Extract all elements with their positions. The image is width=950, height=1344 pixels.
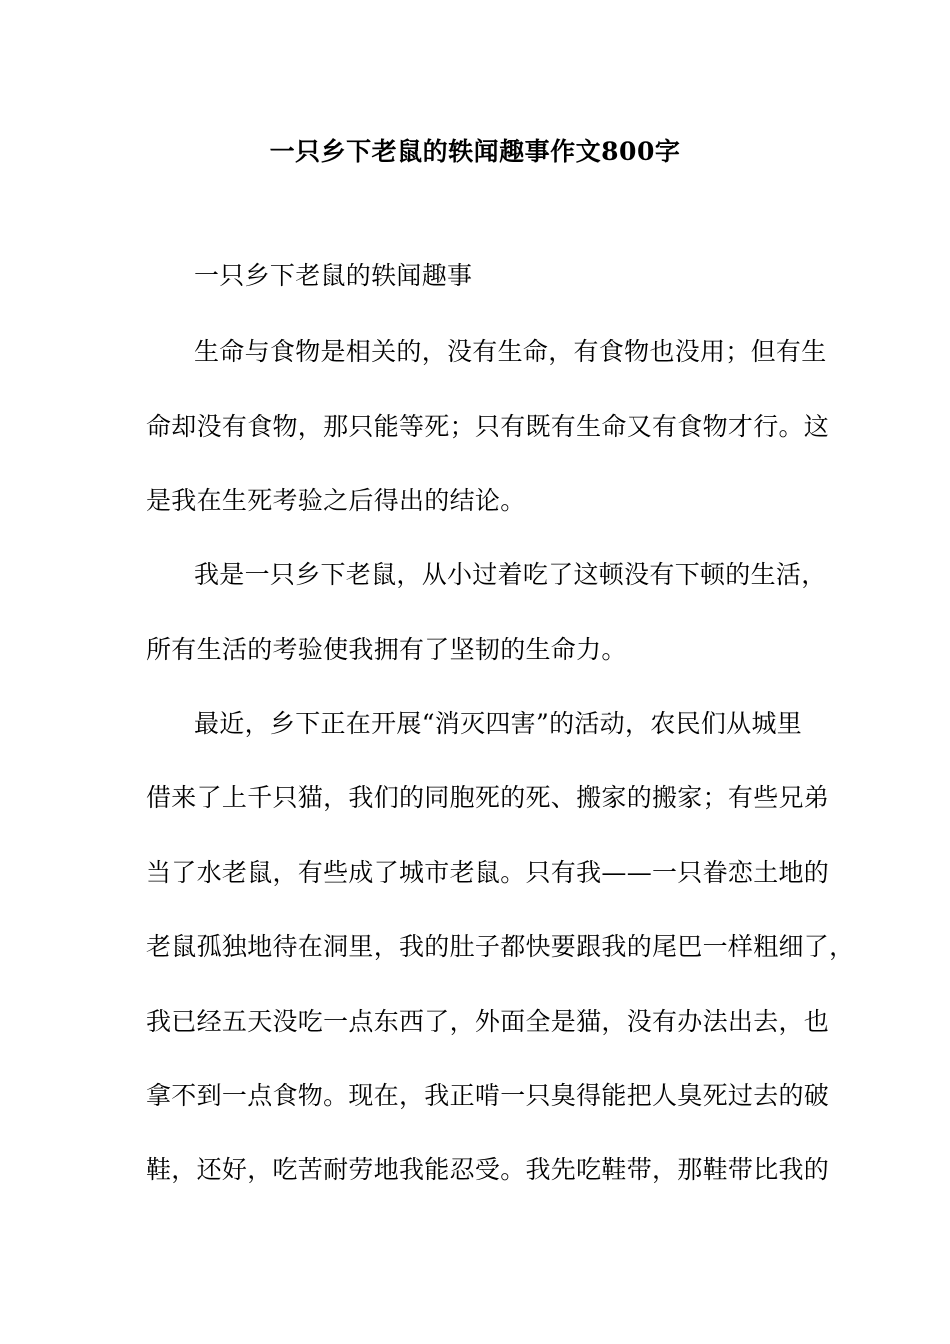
paragraph-line: 生命与食物是相关的，没有生命，有食物也没用；但有生 [194,337,827,366]
paragraph-line: 我已经五天没吃一点东西了，外面全是猫，没有办法出去，也 [146,1007,830,1036]
paragraph-line: 我是一只乡下老鼠，从小过着吃了这顿没有下顿的生活， [194,560,827,589]
paragraph-line: 当了水老鼠，有些成了城市老鼠。只有我——一只眷恋土地的 [146,858,830,887]
paragraph-line: 最近，乡下正在开展“消灭四害”的活动，农民们从城里 [194,709,803,738]
subtitle-line: 一只乡下老鼠的轶闻趣事 [194,261,473,290]
paragraph-line: 命却没有食物，那只能等死；只有既有生命又有食物才行。这 [146,412,830,441]
paragraph-line: 老鼠孤独地待在洞里，我的肚子都快要跟我的尾巴一样粗细了， [146,932,855,961]
paragraph-line: 所有生活的考验使我拥有了坚韧的生命力。 [146,635,627,664]
paragraph-line: 鞋，还好，吃苦耐劳地我能忍受。我先吃鞋带，那鞋带比我的 [146,1155,830,1184]
document-title: 一只乡下老鼠的轶闻趣事作文800字 [269,137,681,166]
paragraph-line: 是我在生死考验之后得出的结论。 [146,486,526,515]
paragraph-line: 借来了上千只猫，我们的同胞死的死、搬家的搬家；有些兄弟 [146,783,830,812]
paragraph-line: 拿不到一点食物。现在，我正啃一只臭得能把人臭死过去的破 [146,1081,830,1110]
